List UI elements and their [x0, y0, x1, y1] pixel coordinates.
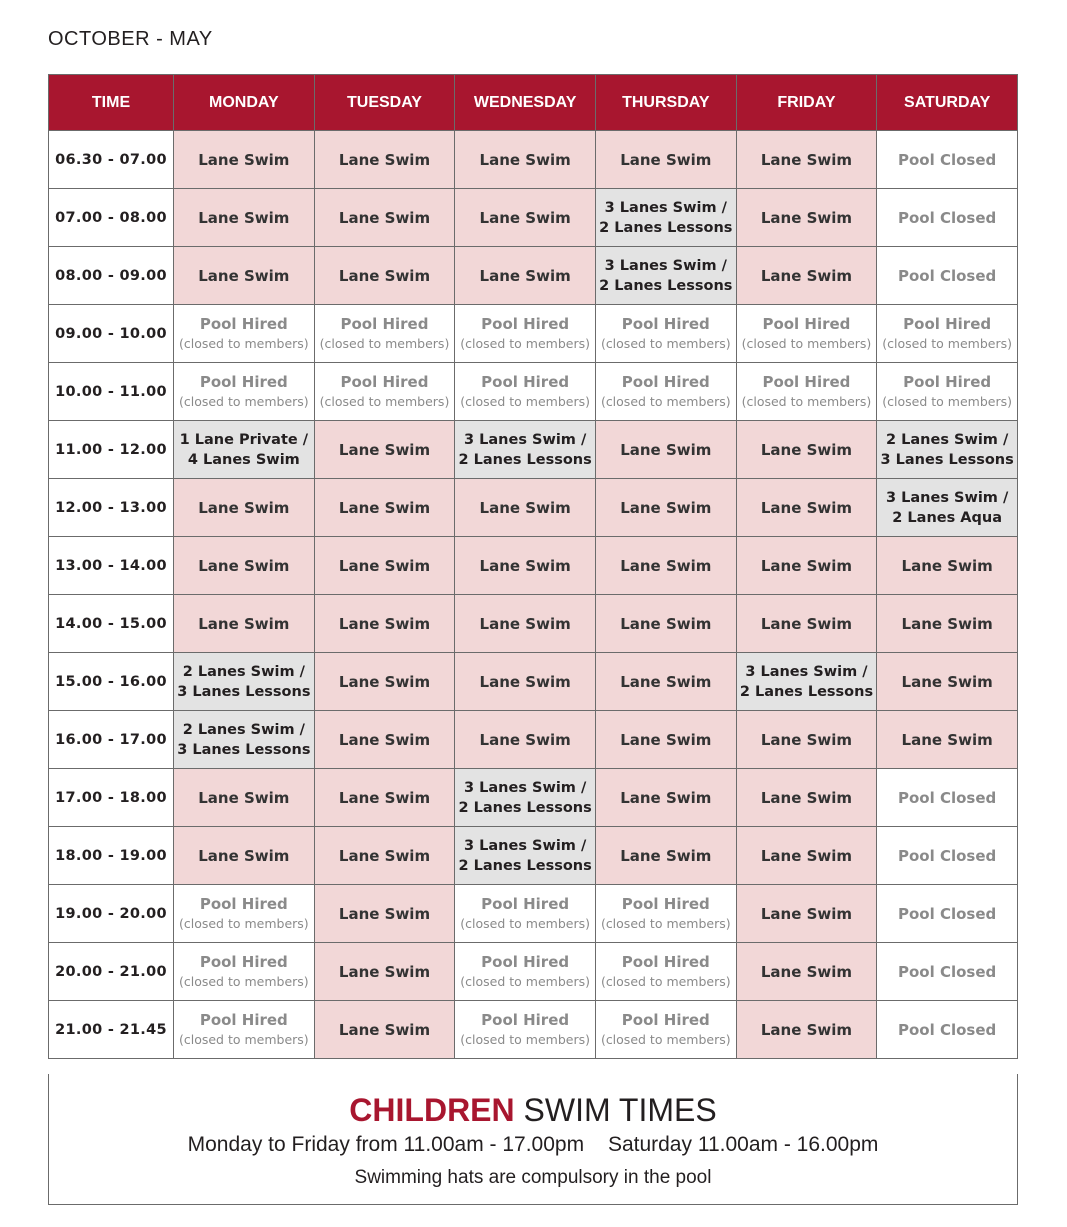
session-label: 2 Lanes Swim /: [182, 721, 305, 738]
session-cell-swim: [736, 711, 877, 769]
session-cell-swim: [455, 247, 596, 305]
session-cell-swim: [595, 537, 736, 595]
session-cell-swim: [314, 421, 455, 479]
session-cell-split: [174, 653, 315, 711]
session-cell-swim: [314, 885, 455, 943]
session-label: Lane Swim: [338, 556, 431, 575]
session-label: Lane Swim: [479, 150, 571, 169]
session-label: 2 Lanes Aqua: [892, 509, 1002, 526]
session-cell-swim: [736, 537, 877, 595]
session-label: Lane Swim: [338, 614, 431, 633]
session-cell-closed: [877, 827, 1018, 885]
session-sublabel: (closed to members): [319, 393, 450, 409]
timetable-row: [49, 131, 1018, 189]
timetable-row: [49, 943, 1018, 1001]
session-cell-swim: [736, 247, 877, 305]
session-sublabel: (closed to members): [460, 973, 590, 989]
session-cell-swim: [455, 537, 596, 595]
header-time: TIME: [49, 75, 174, 131]
session-cell-swim: [595, 653, 736, 711]
session-label: 2 Lanes Swim /: [182, 663, 305, 680]
session-label: 2 Lanes Lessons: [739, 683, 874, 700]
session-label: 2 Lanes Lessons: [458, 857, 592, 874]
session-cell-hired: [314, 305, 455, 363]
session-label: 2 Lanes Lessons: [599, 277, 733, 294]
timetable-header-row: [49, 75, 1018, 131]
session-cell-split: [595, 189, 736, 247]
session-sublabel: (closed to members): [460, 393, 590, 409]
session-label: Lane Swim: [338, 440, 431, 459]
session-cell-swim: [595, 711, 736, 769]
session-cell-swim: [736, 421, 877, 479]
session-label: Lane Swim: [901, 614, 993, 633]
children-times-line: [49, 1130, 1017, 1160]
session-sublabel: (closed to members): [600, 335, 731, 351]
session-cell-swim: [736, 885, 877, 943]
timetable-row: [49, 1001, 1018, 1059]
session-label: Lane Swim: [198, 208, 290, 227]
session-label: Lane Swim: [620, 498, 712, 517]
timetable-row: [49, 421, 1018, 479]
session-sublabel: (closed to members): [460, 915, 590, 931]
session-label: 2 Lanes Lessons: [458, 451, 592, 468]
session-label: Lane Swim: [901, 730, 993, 749]
session-sublabel: (closed to members): [600, 973, 731, 989]
session-cell-hired: [595, 943, 736, 1001]
timetable-row: [49, 595, 1018, 653]
time-slot: 12.00 - 13.00: [49, 479, 174, 537]
session-label: Lane Swim: [198, 266, 290, 285]
session-cell-hired: [174, 363, 315, 421]
session-label: Lane Swim: [338, 208, 431, 227]
time-slot: 10.00 - 11.00: [49, 363, 174, 421]
session-label: Pool Closed: [898, 904, 997, 923]
session-sublabel: (closed to members): [460, 1031, 590, 1047]
session-label: Lane Swim: [479, 730, 571, 749]
swimming-hats-note: Swimming hats are compulsory in the pool: [354, 1167, 712, 1188]
session-cell-swim: [736, 769, 877, 827]
timetable-row: [49, 827, 1018, 885]
time-slot: 20.00 - 21.00: [49, 943, 174, 1001]
session-label: Lane Swim: [620, 730, 712, 749]
session-label: Lane Swim: [479, 266, 571, 285]
session-label: Lane Swim: [760, 962, 853, 981]
header-saturday: SATURDAY: [877, 75, 1018, 131]
session-sublabel: (closed to members): [460, 335, 590, 351]
session-label: 3 Lanes Lessons: [177, 741, 311, 758]
children-swim-times-panel: [48, 1074, 1018, 1205]
session-label: Lane Swim: [198, 788, 290, 807]
session-cell-closed: [877, 1001, 1018, 1059]
saturday-times: Saturday 11.00am - 16.00pm: [607, 1133, 879, 1156]
session-cell-hired: [455, 943, 596, 1001]
session-cell-swim: [314, 1001, 455, 1059]
session-label: Lane Swim: [620, 846, 712, 865]
session-sublabel: (closed to members): [178, 973, 309, 989]
session-label: Pool Closed: [898, 208, 997, 227]
session-cell-swim: [314, 595, 455, 653]
session-label: Lane Swim: [479, 556, 571, 575]
session-label: 2 Lanes Swim /: [886, 431, 1009, 448]
session-cell-swim: [455, 653, 596, 711]
session-label: 3 Lanes Swim /: [745, 663, 868, 680]
session-cell-closed: [877, 189, 1018, 247]
session-label: Lane Swim: [338, 846, 431, 865]
session-label: Pool Hired: [199, 314, 288, 333]
session-label: Pool Closed: [898, 1020, 997, 1039]
session-cell-swim: [736, 189, 877, 247]
session-label: Lane Swim: [901, 672, 993, 691]
session-label: Pool Hired: [481, 952, 570, 971]
session-label: Lane Swim: [760, 208, 853, 227]
session-label: Lane Swim: [198, 614, 290, 633]
session-cell-split: [174, 711, 315, 769]
session-cell-swim: [314, 479, 455, 537]
session-label: Pool Hired: [340, 372, 429, 391]
session-cell-hired: [736, 305, 877, 363]
session-label: Lane Swim: [198, 556, 290, 575]
session-label: 3 Lanes Swim /: [886, 489, 1009, 506]
header-friday: FRIDAY: [736, 75, 877, 131]
session-cell-swim: [314, 943, 455, 1001]
timetable-row: [49, 885, 1018, 943]
session-label: Lane Swim: [338, 904, 431, 923]
timetable-row: [49, 363, 1018, 421]
session-label: Pool Hired: [199, 894, 288, 913]
timetable-row: [49, 711, 1018, 769]
session-cell-closed: [877, 247, 1018, 305]
session-label: Pool Hired: [199, 1010, 288, 1029]
session-label: Lane Swim: [338, 788, 431, 807]
time-slot: 15.00 - 16.00: [49, 653, 174, 711]
session-cell-swim: [174, 769, 315, 827]
session-cell-swim: [877, 595, 1018, 653]
session-cell-hired: [595, 1001, 736, 1059]
header-monday: MONDAY: [174, 75, 315, 131]
session-cell-swim: [736, 943, 877, 1001]
session-cell-closed: [877, 769, 1018, 827]
session-sublabel: (closed to members): [882, 393, 1012, 409]
session-cell-swim: [736, 479, 877, 537]
session-label: Lane Swim: [620, 440, 712, 459]
session-label: Lane Swim: [198, 846, 290, 865]
time-slot: 13.00 - 14.00: [49, 537, 174, 595]
session-cell-hired: [736, 363, 877, 421]
session-label: 3 Lanes Swim /: [604, 257, 727, 274]
session-cell-swim: [455, 711, 596, 769]
session-label: Lane Swim: [620, 556, 712, 575]
session-cell-swim: [736, 1001, 877, 1059]
session-label: Lane Swim: [338, 672, 431, 691]
session-cell-swim: [736, 827, 877, 885]
session-label: Lane Swim: [760, 846, 853, 865]
timetable-body: [49, 131, 1018, 1059]
session-sublabel: (closed to members): [178, 335, 309, 351]
session-label: Lane Swim: [620, 150, 712, 169]
session-label: Pool Hired: [621, 372, 710, 391]
session-cell-hired: [877, 305, 1018, 363]
session-cell-hired: [455, 305, 596, 363]
session-label: Lane Swim: [479, 614, 571, 633]
session-cell-closed: [877, 943, 1018, 1001]
session-label: Pool Closed: [898, 266, 997, 285]
header-tuesday: TUESDAY: [314, 75, 455, 131]
session-cell-swim: [595, 827, 736, 885]
header-thursday: THURSDAY: [595, 75, 736, 131]
session-label: Pool Hired: [903, 314, 992, 333]
session-label: Lane Swim: [338, 1020, 431, 1039]
session-label: Pool Hired: [621, 952, 710, 971]
session-cell-swim: [455, 189, 596, 247]
session-label: Pool Hired: [199, 952, 288, 971]
session-label: 3 Lanes Swim /: [464, 431, 587, 448]
session-label: 2 Lanes Lessons: [599, 219, 733, 236]
session-cell-swim: [174, 827, 315, 885]
session-sublabel: (closed to members): [600, 915, 731, 931]
session-cell-swim: [314, 827, 455, 885]
session-label: Lane Swim: [620, 788, 712, 807]
session-label: Pool Hired: [621, 314, 710, 333]
session-label: Pool Hired: [762, 314, 851, 333]
time-slot: 21.00 - 21.45: [49, 1001, 174, 1059]
heading-accent: CHILDREN: [349, 1092, 515, 1128]
session-cell-swim: [455, 595, 596, 653]
session-cell-swim: [595, 131, 736, 189]
session-label: Lane Swim: [760, 150, 853, 169]
session-label: Lane Swim: [338, 266, 431, 285]
session-label: Pool Closed: [898, 962, 997, 981]
time-slot: 08.00 - 09.00: [49, 247, 174, 305]
session-cell-swim: [314, 247, 455, 305]
session-sublabel: (closed to members): [600, 393, 731, 409]
session-label: Lane Swim: [338, 962, 431, 981]
session-sublabel: (closed to members): [741, 335, 872, 351]
session-cell-split: [877, 479, 1018, 537]
session-cell-hired: [455, 885, 596, 943]
session-label: Lane Swim: [760, 904, 853, 923]
session-label: Pool Hired: [481, 894, 570, 913]
session-cell-hired: [174, 1001, 315, 1059]
session-label: Pool Hired: [903, 372, 992, 391]
session-cell-swim: [736, 131, 877, 189]
session-cell-split: [595, 247, 736, 305]
session-cell-swim: [174, 247, 315, 305]
session-label: Pool Closed: [898, 846, 997, 865]
session-label: 1 Lane Private /: [179, 431, 309, 448]
session-label: Pool Hired: [481, 372, 570, 391]
session-sublabel: (closed to members): [178, 915, 309, 931]
session-label: Pool Hired: [481, 314, 570, 333]
session-cell-hired: [174, 305, 315, 363]
session-cell-swim: [314, 711, 455, 769]
session-label: Lane Swim: [760, 1020, 853, 1039]
timetable-row: [49, 537, 1018, 595]
time-slot: 18.00 - 19.00: [49, 827, 174, 885]
header-wednesday: WEDNESDAY: [455, 75, 596, 131]
session-sublabel: (closed to members): [882, 335, 1012, 351]
session-label: Pool Hired: [621, 894, 710, 913]
session-cell-swim: [174, 131, 315, 189]
session-cell-swim: [455, 131, 596, 189]
session-cell-hired: [595, 885, 736, 943]
season-title: OCTOBER - MAY: [48, 28, 213, 50]
time-slot: 06.30 - 07.00: [49, 131, 174, 189]
session-label: Pool Hired: [199, 372, 288, 391]
session-cell-hired: [455, 1001, 596, 1059]
session-label: 3 Lanes Swim /: [464, 779, 587, 796]
session-cell-swim: [736, 595, 877, 653]
session-sublabel: (closed to members): [600, 1031, 731, 1047]
session-cell-hired: [314, 363, 455, 421]
session-cell-swim: [314, 769, 455, 827]
timetable-row: [49, 479, 1018, 537]
session-label: Pool Closed: [898, 788, 997, 807]
session-cell-swim: [877, 653, 1018, 711]
session-label: Pool Closed: [898, 150, 997, 169]
session-cell-swim: [314, 537, 455, 595]
session-sublabel: (closed to members): [178, 393, 309, 409]
session-cell-closed: [877, 131, 1018, 189]
session-label: Lane Swim: [338, 730, 431, 749]
session-cell-split: [455, 421, 596, 479]
session-cell-closed: [877, 885, 1018, 943]
session-sublabel: (closed to members): [319, 335, 450, 351]
children-swim-times-heading: [49, 1092, 1017, 1128]
timetable: [48, 74, 1018, 1059]
session-label: Pool Hired: [481, 1010, 570, 1029]
session-cell-hired: [595, 305, 736, 363]
session-label: 3 Lanes Swim /: [604, 199, 727, 216]
session-cell-swim: [314, 653, 455, 711]
session-label: Lane Swim: [901, 556, 993, 575]
session-label: Lane Swim: [479, 498, 571, 517]
session-label: Lane Swim: [479, 672, 571, 691]
session-label: Lane Swim: [620, 672, 712, 691]
session-label: Lane Swim: [620, 614, 712, 633]
session-cell-swim: [314, 189, 455, 247]
session-cell-split: [455, 769, 596, 827]
time-slot: 07.00 - 08.00: [49, 189, 174, 247]
session-label: Lane Swim: [338, 150, 431, 169]
session-cell-swim: [174, 189, 315, 247]
time-slot: 19.00 - 20.00: [49, 885, 174, 943]
session-cell-hired: [455, 363, 596, 421]
time-slot: 16.00 - 17.00: [49, 711, 174, 769]
timetable-row: [49, 247, 1018, 305]
session-label: Lane Swim: [479, 208, 571, 227]
session-cell-swim: [595, 421, 736, 479]
session-cell-hired: [877, 363, 1018, 421]
session-label: Lane Swim: [760, 498, 853, 517]
timetable-row: [49, 653, 1018, 711]
session-sublabel: (closed to members): [741, 393, 872, 409]
session-cell-swim: [174, 537, 315, 595]
session-cell-swim: [877, 537, 1018, 595]
time-slot: 09.00 - 10.00: [49, 305, 174, 363]
time-slot: 17.00 - 18.00: [49, 769, 174, 827]
session-label: Lane Swim: [760, 788, 853, 807]
session-cell-split: [174, 421, 315, 479]
timetable-row: [49, 305, 1018, 363]
session-cell-swim: [174, 595, 315, 653]
session-label: 4 Lanes Swim: [187, 451, 300, 468]
timetable-row: [49, 769, 1018, 827]
session-cell-hired: [174, 943, 315, 1001]
session-label: Lane Swim: [760, 614, 853, 633]
session-cell-swim: [455, 479, 596, 537]
session-cell-swim: [595, 595, 736, 653]
session-label: 3 Lanes Lessons: [177, 683, 311, 700]
session-label: Lane Swim: [760, 730, 853, 749]
session-label: Pool Hired: [621, 1010, 710, 1029]
session-label: Lane Swim: [760, 266, 853, 285]
session-cell-split: [736, 653, 877, 711]
session-cell-hired: [595, 363, 736, 421]
session-cell-swim: [174, 479, 315, 537]
time-slot: 14.00 - 15.00: [49, 595, 174, 653]
session-cell-swim: [877, 711, 1018, 769]
time-slot: 11.00 - 12.00: [49, 421, 174, 479]
session-label: 3 Lanes Swim /: [464, 837, 587, 854]
session-label: Pool Hired: [762, 372, 851, 391]
session-cell-split: [877, 421, 1018, 479]
session-cell-swim: [595, 769, 736, 827]
session-label: Lane Swim: [338, 498, 431, 517]
session-label: Lane Swim: [760, 556, 853, 575]
session-label: 2 Lanes Lessons: [458, 799, 592, 816]
session-label: Lane Swim: [198, 150, 290, 169]
session-cell-split: [455, 827, 596, 885]
session-label: Pool Hired: [340, 314, 429, 333]
session-label: Lane Swim: [760, 440, 853, 459]
session-label: 3 Lanes Lessons: [880, 451, 1014, 468]
session-sublabel: (closed to members): [178, 1031, 309, 1047]
weekday-times: Monday to Friday from 11.00am - 17.00pm: [187, 1133, 585, 1156]
timetable-row: [49, 189, 1018, 247]
session-cell-swim: [314, 131, 455, 189]
session-cell-swim: [595, 479, 736, 537]
session-cell-hired: [174, 885, 315, 943]
session-label: Lane Swim: [198, 498, 290, 517]
heading-rest: SWIM TIMES: [523, 1092, 717, 1128]
